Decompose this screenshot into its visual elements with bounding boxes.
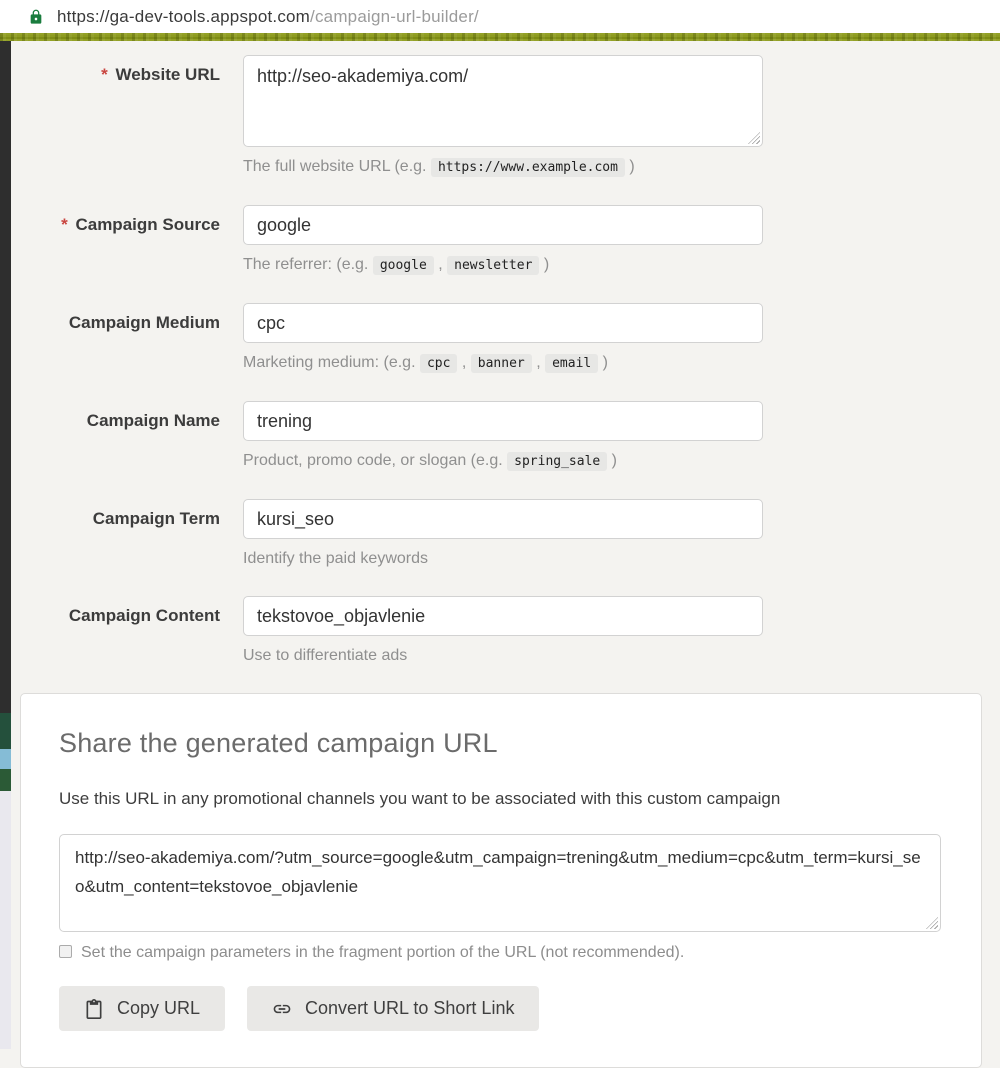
- campaign-medium-label: Campaign Medium: [68, 313, 220, 332]
- share-card-description: Use this URL in any promotional channels you want to be associated with this custom campaign: [59, 789, 781, 808]
- required-asterisk: *: [101, 65, 108, 84]
- form-rows: [12, 55, 1000, 668]
- address-url[interactable]: [57, 7, 479, 27]
- field-row-campaign-source: [12, 205, 1000, 278]
- generated-url-input[interactable]: [59, 834, 941, 932]
- convert-short-link-button[interactable]: [247, 986, 539, 1031]
- campaign-medium-help: Marketing medium: (e.g. cpc , banner , email ): [243, 354, 609, 371]
- campaign-content-input[interactable]: [243, 596, 763, 636]
- browser-address-bar[interactable]: [0, 0, 1000, 33]
- left-strip-segment: [0, 791, 11, 1049]
- fragment-checkbox[interactable]: [59, 945, 72, 958]
- campaign-source-label: * Campaign Source: [61, 215, 220, 234]
- field-row-campaign-term: [12, 499, 1000, 571]
- website-url-label: * Website URL: [101, 65, 220, 84]
- field-row-campaign-name: [12, 401, 1000, 474]
- code-example-chip: google: [373, 256, 434, 275]
- website-url-help: The full website URL (e.g. https://www.example.com ): [243, 158, 635, 175]
- copy-url-label: Copy URL: [117, 998, 201, 1018]
- fragment-checkbox-label: Set the campaign parameters in the fragment portion of the URL (not recommended).: [81, 944, 685, 961]
- address-url-path: /campaign-url-builder/: [310, 6, 479, 26]
- required-asterisk: *: [61, 215, 68, 234]
- field-row-website-url: [12, 55, 1000, 180]
- left-strip-segment: [0, 749, 11, 769]
- code-example-chip: newsletter: [447, 256, 539, 275]
- code-example-chip: banner: [471, 354, 532, 373]
- left-edge-strip: [0, 41, 11, 1049]
- code-example-chip: https://www.example.com: [431, 158, 625, 177]
- campaign-name-label: Campaign Name: [86, 411, 220, 430]
- convert-short-link-label: Convert URL to Short Link: [305, 998, 515, 1018]
- campaign-url-builder-form: [12, 41, 1000, 1068]
- campaign-content-label: Campaign Content: [68, 606, 220, 625]
- website-url-input[interactable]: [243, 55, 763, 147]
- campaign-name-help: Product, promo code, or slogan (e.g. spring_sale ): [243, 452, 618, 469]
- field-row-campaign-medium: [12, 303, 1000, 376]
- page-border-strip: [0, 33, 1000, 41]
- code-example-chip: spring_sale: [507, 452, 607, 471]
- campaign-term-input[interactable]: [243, 499, 763, 539]
- code-example-chip: email: [545, 354, 598, 373]
- campaign-term-label: Campaign Term: [92, 509, 220, 528]
- lock-icon: [28, 9, 44, 25]
- campaign-term-help: Identify the paid keywords: [243, 550, 428, 567]
- field-row-campaign-content: [12, 596, 1000, 668]
- clipboard-icon: [84, 999, 104, 1019]
- fragment-option-row: [59, 942, 941, 964]
- share-buttons: [59, 986, 941, 1031]
- campaign-medium-input[interactable]: [243, 303, 763, 343]
- campaign-source-input[interactable]: [243, 205, 763, 245]
- share-card: [20, 693, 982, 1068]
- link-icon: [272, 999, 292, 1019]
- campaign-name-input[interactable]: [243, 401, 763, 441]
- code-example-chip: cpc: [420, 354, 457, 373]
- copy-url-button[interactable]: [59, 986, 225, 1031]
- share-card-title: Share the generated campaign URL: [59, 728, 498, 758]
- campaign-content-help: Use to differentiate ads: [243, 647, 408, 664]
- campaign-source-help: The referrer: (e.g. google , newsletter ): [243, 256, 550, 273]
- left-strip-segment: [0, 769, 11, 791]
- address-url-domain: https://ga-dev-tools.appspot.com: [57, 6, 311, 26]
- left-strip-segment: [0, 713, 11, 749]
